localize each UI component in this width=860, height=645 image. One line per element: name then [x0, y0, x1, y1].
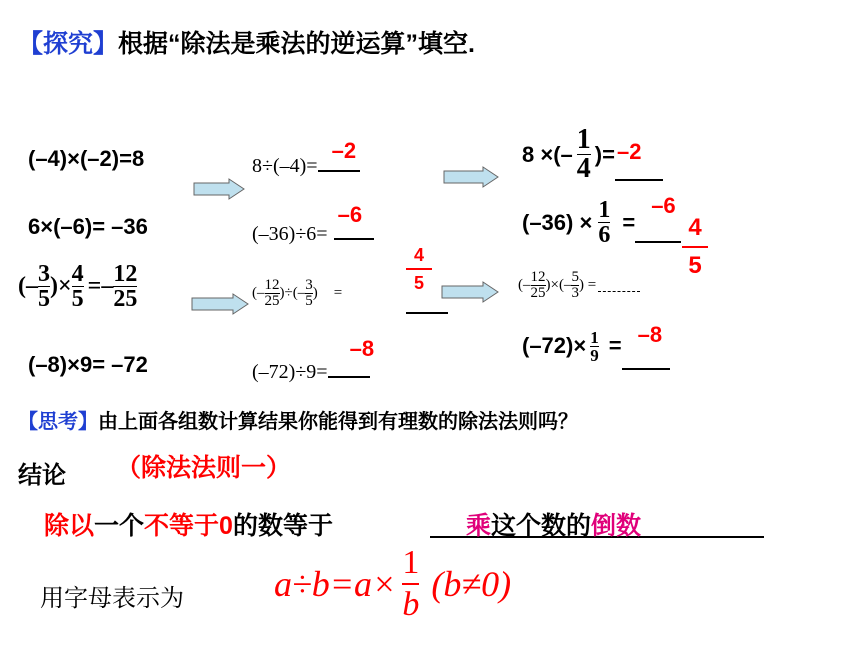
row2-recip-num: 1 [598, 197, 611, 223]
row4-recip-prefix: (–72)× [522, 333, 587, 358]
row3-div: (– $\frac{12}{25}$ )÷(– $\frac{3}{5}$ ) = [252, 277, 343, 309]
heading [18, 24, 475, 60]
row4-recip-num: 1 [590, 327, 599, 347]
formula-label: 用字母表示为 [40, 584, 184, 612]
rule-part-multiply: 乘 [466, 512, 492, 540]
row1-recip-blank [615, 138, 663, 181]
row2-div-answer: –6 [337, 202, 363, 227]
rule-part-zero: 0 [219, 512, 233, 540]
conclusion-label: 结论 [18, 462, 66, 489]
row3-div-a-num: 12 [264, 277, 280, 293]
arrow-right-icon [191, 293, 249, 315]
formula-num: 1 [402, 544, 420, 581]
row1-div-blank [318, 138, 360, 172]
arrow-right-icon [441, 281, 499, 303]
row3-mult-a [38, 262, 50, 311]
row2-recip-prefix: (–36) × [522, 209, 593, 235]
rule-part-not-equal: 不等于 [144, 512, 220, 540]
row4-recip-suffix: = [608, 333, 622, 358]
rule-name: （除法法则一） [116, 454, 292, 482]
row4-div-answer: –8 [349, 336, 375, 361]
row1-recip-den: 4 [576, 153, 591, 184]
row3-mult: (– $\frac{3}{5}$ )× $\frac{4}{5}$ =– $\frac{12}{25}$ [18, 261, 138, 312]
formula-fraction [402, 546, 419, 622]
row3-recip-b-den: 3 [571, 285, 579, 301]
formula-condition: (b≠0) [431, 564, 512, 604]
row3-recip-answer [682, 216, 708, 278]
row3-recip-a-num: 12 [530, 269, 546, 285]
row1-mult: (–4)×(–2)=8 [28, 146, 145, 171]
row2-div [252, 202, 374, 246]
row1-recip-num: 1 [576, 124, 591, 155]
formula-lhs: a÷b=a× [274, 564, 397, 604]
heading-bracket-label: 【探究】 [18, 30, 119, 58]
row3-div-answer-den: 5 [413, 273, 424, 293]
row3-recip-answer-den: 5 [688, 252, 702, 279]
row3-recip-b-num: 5 [571, 269, 579, 285]
row1-recip-fraction [577, 126, 591, 183]
row1-recip-prefix: 8 ×(– [522, 141, 573, 167]
row3-mult-a-num: 3 [38, 261, 50, 287]
arrow-right-icon [193, 178, 245, 200]
row1-div-answer: –2 [331, 138, 357, 163]
row1-div [252, 138, 360, 178]
row4-recip-den: 9 [590, 345, 599, 365]
row3-mult-c-den: 25 [113, 286, 138, 312]
row4-div-prefix: (–72)÷9= [252, 361, 328, 383]
row1-recip [522, 126, 663, 183]
row3-recip-a [531, 270, 546, 301]
formula [274, 546, 511, 622]
row3-recip-a-den: 25 [530, 285, 546, 301]
rule-part-reciprocal: 倒数 [591, 512, 642, 540]
rule-answer [466, 506, 641, 542]
row2-recip [522, 192, 681, 248]
row3-div-answer [406, 246, 432, 292]
row2-div-prefix: (–36)÷6= [252, 223, 328, 245]
row3-div-b-den: 5 [305, 293, 313, 309]
row3-mult-c-num: 12 [113, 261, 138, 287]
row3-div-b [305, 278, 313, 309]
rule-part-one: 一个 [94, 512, 145, 540]
row3-div-a [265, 278, 280, 309]
think-text: 由上面各组数计算结果你能得到有理数的除法法则吗？ [98, 411, 578, 433]
row4-recip-fraction [590, 329, 599, 364]
row4-mult: (–8)×9= –72 [28, 352, 148, 377]
rule-part-divide: 除以 [44, 512, 95, 540]
formula-den: b [402, 586, 420, 623]
row2-recip-suffix: = [622, 209, 636, 235]
row3-div-answer-num: 4 [413, 245, 424, 265]
rule-statement [44, 506, 333, 542]
row1-div-prefix: 8÷(–4)= [252, 155, 318, 177]
row3-recip-answer-num: 4 [688, 214, 702, 241]
row2-div-blank [334, 202, 374, 240]
row1-recip-suffix: )= [594, 141, 615, 167]
row2-recip-blank [635, 192, 681, 243]
row1-recip-answer: –2 [616, 138, 642, 164]
rule-part-equals: 的数等于 [232, 512, 333, 540]
row2-recip-answer: –6 [651, 192, 676, 218]
row3-recip: (– $\frac{12}{25}$ )×(– $\frac{5}{3}$ ) = [518, 270, 640, 301]
row4-recip-blank [622, 322, 670, 370]
row3-div-b-num: 3 [305, 277, 313, 293]
row2-recip-den: 6 [598, 222, 611, 248]
row3-mult-b-num: 4 [71, 261, 84, 287]
row3-mult-b [72, 262, 84, 311]
row2-recip-fraction [598, 198, 610, 247]
row3-mult-c [113, 262, 137, 311]
row4-recip [522, 322, 670, 370]
heading-text: 根据“除法是乘法的逆运算”填空. [118, 30, 475, 58]
row4-recip-answer: –8 [637, 322, 663, 347]
row3-mult-a-den: 5 [38, 286, 50, 312]
row3-div-answer-blank [406, 312, 448, 314]
row4-div-blank [328, 336, 375, 378]
rule-part-this-number: 这个数的 [491, 512, 592, 540]
row4-div [252, 336, 375, 384]
row3-div-a-den: 25 [264, 293, 280, 309]
row2-mult: 6×(–6)= –36 [28, 214, 148, 239]
think-line [18, 405, 578, 434]
think-bracket-label: 【思考】 [18, 411, 98, 433]
row3-mult-b-den: 5 [71, 286, 84, 312]
row3-recip-b [571, 270, 579, 301]
arrow-right-icon [443, 166, 499, 188]
